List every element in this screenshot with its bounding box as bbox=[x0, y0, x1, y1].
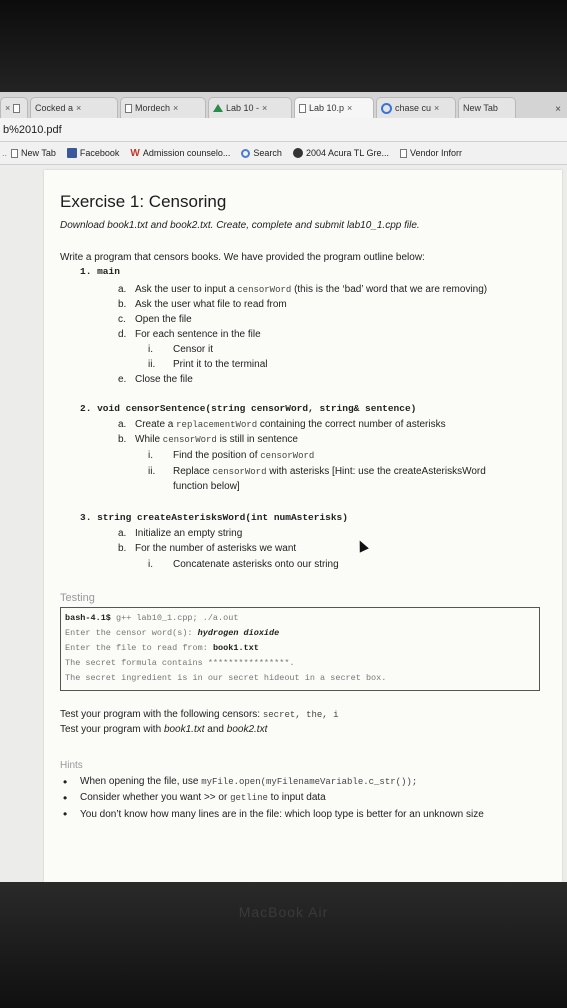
item-label: i. bbox=[148, 344, 153, 355]
item-text: Close the file bbox=[135, 374, 193, 385]
hint-text: Consider whether you want >> or bbox=[80, 792, 231, 803]
test-file: book1.txt bbox=[163, 724, 205, 735]
hint-item bbox=[63, 775, 540, 789]
item-text: For each sentence in the file bbox=[135, 329, 261, 340]
w-icon: W bbox=[130, 147, 140, 159]
tab-label: New Tab bbox=[463, 103, 498, 113]
address-text: b%2010.pdf bbox=[3, 124, 62, 136]
hint-text: You don’t know how many lines are in the file: which loop type is better for an unknown size bbox=[80, 809, 484, 820]
terminal-command: g++ lab10_1.cpp; ./a.out bbox=[116, 613, 239, 623]
monitor-bezel-top bbox=[0, 0, 567, 92]
bookmark-label: Vendor Inforr bbox=[410, 148, 463, 158]
test-code: secret, the, i bbox=[262, 710, 339, 720]
test-file: book2.txt bbox=[226, 724, 268, 735]
item-text: is still in sentence bbox=[216, 434, 298, 445]
bookmark-vendor[interactable] bbox=[400, 148, 462, 158]
search-icon bbox=[241, 149, 250, 158]
item-text: Replace bbox=[173, 466, 213, 477]
laptop-brand: MacBook Air bbox=[238, 904, 329, 920]
tab-3[interactable] bbox=[208, 97, 292, 118]
bookmark-label: Search bbox=[253, 148, 282, 158]
bullet-icon: • bbox=[63, 807, 68, 821]
tab-5[interactable] bbox=[376, 97, 456, 118]
test-instruction-2 bbox=[60, 724, 267, 735]
item-label: a. bbox=[118, 284, 127, 295]
bullet-icon: • bbox=[63, 775, 68, 789]
tab-label: chase cu bbox=[395, 103, 432, 113]
tab-bar bbox=[0, 92, 567, 119]
section-signature: main bbox=[97, 266, 120, 277]
item-label: d. bbox=[118, 329, 127, 340]
item-text: (this is the ‘bad’ word that we are removing) bbox=[291, 284, 488, 295]
tab-2[interactable] bbox=[120, 97, 206, 118]
tab-label: Lab 10.p bbox=[309, 103, 345, 113]
section-number: 2. bbox=[80, 403, 92, 414]
monitor-bezel-bottom bbox=[0, 882, 567, 1008]
hint-text: When opening the file, use bbox=[80, 776, 202, 787]
item-text: containing the correct number of asterisks bbox=[257, 419, 446, 430]
item-code: censorWord bbox=[260, 451, 315, 461]
bookmark-new-tab[interactable] bbox=[11, 148, 56, 158]
bookmark-facebook[interactable] bbox=[67, 148, 120, 158]
screen bbox=[0, 92, 567, 882]
section-signature: void censorSentence(string censorWord, string& sentence) bbox=[97, 403, 417, 414]
item-label: b. bbox=[118, 299, 127, 310]
bookmarks-bar bbox=[0, 142, 567, 165]
terminal-line: The secret formula contains ****************. bbox=[65, 658, 295, 668]
intro-text: Write a program that censors books. We have provided the program outline below: bbox=[60, 252, 425, 263]
tab-close-icon[interactable]: × bbox=[347, 103, 353, 113]
google-icon bbox=[381, 103, 392, 114]
facebook-icon bbox=[67, 148, 77, 158]
document-icon bbox=[400, 149, 407, 158]
hint-text: to input data bbox=[267, 792, 326, 803]
item-label: b. bbox=[118, 543, 127, 554]
section-3-header bbox=[80, 512, 348, 523]
hint-item bbox=[63, 807, 540, 822]
bookmark-admission[interactable] bbox=[130, 148, 230, 159]
tab-0[interactable] bbox=[0, 97, 28, 118]
bookmark-label: New Tab bbox=[21, 148, 56, 158]
terminal-line bbox=[65, 611, 535, 626]
tab-close-icon[interactable]: × bbox=[173, 103, 179, 113]
test-text: Test your program with the following censors: bbox=[60, 709, 263, 720]
hints-heading: Hints bbox=[60, 760, 83, 771]
tab-label: Mordech bbox=[135, 103, 171, 113]
item-code: replacementWord bbox=[176, 420, 258, 430]
tab-4[interactable] bbox=[294, 97, 374, 118]
terminal-prompt: bash-4.1$ bbox=[65, 613, 117, 623]
document-icon bbox=[299, 104, 306, 113]
hint-code: getline bbox=[230, 793, 268, 803]
section-2-header bbox=[80, 403, 416, 414]
item-text: Initialize an empty string bbox=[135, 528, 243, 539]
terminal-output bbox=[60, 607, 540, 691]
item-text: Ask the user to input a bbox=[135, 284, 238, 295]
item-label: i. bbox=[148, 559, 153, 570]
ellipsis-icon: .. bbox=[2, 148, 8, 158]
item-label: ii. bbox=[148, 466, 156, 477]
hint-item bbox=[63, 791, 540, 805]
item-text: Print it to the terminal bbox=[173, 359, 268, 370]
bookmark-acura[interactable] bbox=[293, 148, 389, 158]
terminal-input: hydrogen dioxide bbox=[197, 628, 280, 638]
item-text: For the number of asterisks we want bbox=[135, 543, 297, 554]
page-title: Exercise 1: Censoring bbox=[60, 192, 227, 211]
document-icon bbox=[11, 149, 18, 158]
bookmark-search[interactable] bbox=[241, 148, 282, 158]
item-label: e. bbox=[118, 374, 127, 385]
close-icon[interactable]: × bbox=[555, 104, 561, 115]
terminal-text: Enter the censor word(s): bbox=[65, 628, 198, 638]
terminal-text: Enter the file to read from: bbox=[65, 643, 213, 653]
item-text: Ask the user what file to read from bbox=[135, 299, 287, 310]
tab-close-icon[interactable]: × bbox=[5, 103, 11, 113]
tab-close-icon[interactable]: × bbox=[434, 103, 440, 113]
item-text: Create a bbox=[135, 419, 177, 430]
terminal-line bbox=[65, 641, 535, 656]
terminal-line bbox=[65, 626, 535, 641]
item-text: While bbox=[135, 434, 163, 445]
item-code: censorWord bbox=[212, 467, 267, 477]
test-text: and bbox=[204, 724, 227, 735]
item-code: censorWord bbox=[237, 285, 292, 295]
bookmark-label: Facebook bbox=[79, 148, 120, 158]
bullet-icon: • bbox=[63, 791, 68, 805]
mouse-cursor-icon bbox=[355, 538, 369, 552]
test-instruction-1 bbox=[60, 709, 339, 720]
tab-label: Lab 10 - bbox=[226, 103, 260, 113]
item-label: b. bbox=[118, 434, 127, 445]
terminal-input: book1.txt bbox=[212, 643, 259, 653]
hint-code: myFile.open(myFilenameVariable.c_str()); bbox=[201, 777, 418, 787]
tab-close-icon[interactable]: × bbox=[76, 103, 82, 113]
tab-close-icon[interactable]: × bbox=[262, 103, 268, 113]
item-text: Censor it bbox=[173, 344, 214, 355]
item-text: function below] bbox=[173, 481, 240, 492]
section-number: 3. bbox=[80, 512, 92, 523]
address-bar[interactable] bbox=[0, 118, 567, 142]
item-text: Concatenate asterisks onto our string bbox=[173, 559, 339, 570]
item-label: a. bbox=[118, 528, 127, 539]
tab-6[interactable] bbox=[458, 97, 516, 118]
drive-icon bbox=[213, 104, 223, 112]
section-number: 1. bbox=[80, 266, 92, 277]
list-item-continuation bbox=[173, 481, 240, 492]
testing-heading: Testing bbox=[60, 592, 95, 604]
item-code: censorWord bbox=[162, 435, 217, 445]
item-label: ii. bbox=[148, 359, 156, 370]
bookmark-label: Admission counselo... bbox=[142, 148, 231, 158]
acura-icon bbox=[293, 148, 303, 158]
section-signature: string createAsterisksWord(int numAsterisks) bbox=[97, 512, 348, 523]
item-text: with asterisks [Hint: use the createAsterisksWord bbox=[266, 466, 486, 477]
terminal-line: The secret ingredient is in our secret hideout in a secret box. bbox=[65, 673, 387, 683]
test-text: Test your program with bbox=[60, 724, 164, 735]
item-label: i. bbox=[148, 450, 153, 461]
tab-1[interactable] bbox=[30, 97, 118, 118]
item-text: Open the file bbox=[135, 314, 192, 325]
item-label: a. bbox=[118, 419, 127, 430]
section-1-header bbox=[80, 266, 120, 277]
bookmark-label: 2004 Acura TL Gre... bbox=[305, 148, 389, 158]
document-icon bbox=[125, 104, 132, 113]
item-text: Find the position of bbox=[173, 450, 261, 461]
subtitle: Download book1.txt and book2.txt. Create, complete and submit lab10_1.cpp file. bbox=[60, 220, 420, 231]
tab-label: Cocked a bbox=[35, 103, 74, 113]
item-label: c. bbox=[118, 314, 126, 325]
document-icon bbox=[13, 104, 20, 113]
pdf-page bbox=[44, 170, 562, 882]
